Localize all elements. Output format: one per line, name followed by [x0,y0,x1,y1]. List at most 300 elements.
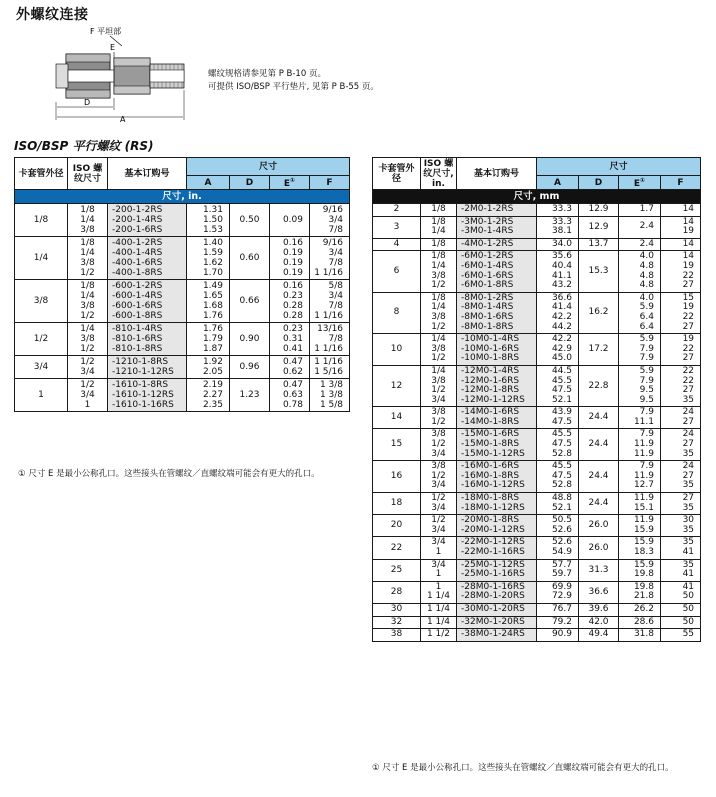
cell-line: 1 1/16 [314,268,344,278]
cell-codes [108,204,187,237]
cell-line: -32M0-1-20RS [461,616,525,627]
cell-e [270,356,310,379]
cell-line: 1.87 [202,344,223,354]
cell-line: -600-1-8RS [112,311,163,321]
cell-threads [421,559,457,581]
cell-line: 0.09 [282,215,303,225]
table-row [15,379,350,412]
cell-line: 9/16 [322,205,344,215]
cell-line: 14 [682,216,695,227]
page-title: 外螺纹连接 [16,7,89,23]
cell-threads [421,616,457,629]
cell-f [661,238,701,251]
cell-line: 24 [682,429,695,440]
cell-e [619,407,661,429]
cell-line: -2M0-1-2RS [461,204,514,214]
cell-f [661,537,701,559]
cell-codes [457,603,537,616]
cell-line: -1610-1-12RS [112,390,174,400]
cell-threads [68,379,108,412]
cell-d: 0.90 [230,323,270,356]
cell-line: 52.8 [551,448,572,459]
cell-line: 1 1/16 [314,357,344,367]
cell-line: 3/4 [431,502,446,513]
cell-line: 1.76 [202,324,223,334]
cell-e [619,616,661,629]
header-f: F [661,176,701,190]
cell-line: 1/4 [431,226,446,237]
cell-od: 12 [373,365,421,406]
cell-line: -8M0-1-6RS [461,311,514,322]
header-e [270,176,310,190]
cell-e [270,237,310,280]
cell-a [537,559,579,581]
header-d: D [579,176,619,190]
cell-line: -14M0-1-8RS [461,416,520,427]
cell-line: 1 5/16 [314,367,344,377]
cell-line: 1 [435,581,442,592]
cell-line: -12M0-1-12RS [461,394,525,405]
cell-f [310,237,350,280]
cell-line: 0.28 [282,311,303,321]
cell-line: 11.9 [633,493,654,504]
cell-line: 35 [682,502,695,513]
cell-line: 5.9 [639,365,654,376]
cell-line: 13/16 [317,324,344,334]
cell-line: 34.0 [551,238,572,249]
cell-line: 27 [682,470,695,481]
cell-line: 57.7 [551,559,572,570]
cell-od: 10 [373,334,421,366]
cell-line: 1 1/4 [426,616,451,627]
notes [208,68,379,94]
cell-line: 0.16 [282,238,303,248]
cell-line: -25M0-1-16RS [461,569,525,580]
cell-threads [421,537,457,559]
cell-line: 35 [682,559,695,570]
label-d: D [84,98,91,107]
cell-a [537,204,579,217]
cell-codes [457,251,537,292]
cell-e [619,216,661,238]
cell-line: 1/2 [80,268,95,278]
cell-line: 2.4 [639,221,654,232]
table-row [373,603,701,616]
cell-line: 50.5 [551,515,572,526]
cell-od: 4 [373,238,421,251]
cell-line: 47.5 [551,439,572,450]
cell-line: -18M0-1-8RS [461,493,520,504]
cell-line: 1/4 [431,334,446,345]
cell-line: 3/4 [431,480,446,491]
table-row [373,581,701,603]
cell-line: -8M0-1-2RS [461,292,514,303]
header-e-mark: ① [290,177,296,184]
cell-line: -16M0-1-12RS [461,480,525,491]
cell-e [619,238,661,251]
cell-threads [421,515,457,537]
cell-line: 12.7 [633,480,654,491]
cell-a [537,616,579,629]
cell-line: 14 [682,238,695,249]
cell-od: 38 [373,629,421,642]
cell-line: 1.92 [202,357,223,367]
cell-line: 1.7 [639,204,654,214]
cell-line: 7.9 [639,461,654,472]
cell-codes [457,292,537,333]
cell-codes [108,280,187,323]
cell-line: 76.7 [551,603,572,614]
cell-e [270,323,310,356]
section-title: ISO/BSP 平行螺纹 (RS) [14,139,154,153]
cell-line: 1.59 [202,248,223,258]
cell-d: 0.96 [230,356,270,379]
cell-line: 3/8 [431,343,446,354]
cell-line: 47.5 [551,470,572,481]
cell-line: 3/8 [431,429,446,440]
cell-line: 7/8 [328,258,344,268]
table-row [373,251,701,292]
cell-line: 41 [682,581,695,592]
cell-line: 11.9 [633,448,654,459]
cell-line: -20M0-1-8RS [461,515,520,526]
cell-line: -6M0-1-4RS [461,260,514,271]
cell-line: 72.9 [551,591,572,602]
footnote: ① 尺寸 E 是最小公称孔口。这些接头在管螺纹／直螺纹端可能会有更大的孔口。 [372,763,674,773]
table-row [373,365,701,406]
note-line: 螺纹规格请参见第 P B-10 页。 [208,69,326,79]
cell-d: 16.2 [579,292,619,333]
cell-a [537,429,579,461]
cell-a [537,334,579,366]
cell-line: -8M0-1-8RS [461,321,514,332]
cell-line: 33.3 [551,204,572,214]
cell-e [619,365,661,406]
cell-line: 1.79 [202,334,223,344]
fitting-drawing [52,24,200,122]
header-tube-od: 卡套管外径 [373,158,421,190]
cell-d: 12.9 [579,216,619,238]
cell-line: 2.35 [202,400,223,410]
cell-line: 3/8 [431,407,446,418]
table-row [373,238,701,251]
cell-line: 35 [682,394,695,405]
cell-a [187,356,230,379]
label-f: F 平坦部 [90,27,122,36]
cell-line: 7/8 [328,301,344,311]
cell-line: 19.8 [633,569,654,580]
cell-f [661,559,701,581]
cell-codes [457,537,537,559]
cell-line: 1 1/16 [314,344,344,354]
cell-line: 35 [682,480,695,491]
cell-threads [421,365,457,406]
cell-line: 2.05 [202,367,223,377]
cell-od: 14 [373,407,421,429]
header-e [619,176,661,190]
cell-od: 8 [373,292,421,333]
cell-line: 36.6 [551,292,572,303]
cell-threads [421,292,457,333]
cell-f [661,616,701,629]
cell-line: 1/4 [80,215,95,225]
cell-line: 35 [682,537,695,548]
cell-line: 27 [682,353,695,364]
cell-line: 47.5 [551,416,572,427]
cell-line: 41 [682,547,695,557]
table-row [373,204,701,217]
header-e-mark: ① [640,177,646,184]
cell-line: -600-1-4RS [112,291,163,301]
cell-line: 3/4 [431,394,446,405]
table-row [373,559,701,581]
cell-d: 0.50 [230,204,270,237]
cell-line: 0.19 [282,258,303,268]
cell-f [661,292,701,333]
cell-od: 1 [15,379,68,412]
cell-a [537,629,579,642]
cell-line: 22 [682,365,695,376]
cell-line: -10M0-1-8RS [461,353,520,364]
cell-line: 1/2 [80,344,95,354]
cell-od: 1/4 [15,237,68,280]
cell-line: 4.8 [639,260,654,271]
cell-line: -25M0-1-12RS [461,559,525,570]
cell-d: 26.0 [579,537,619,559]
cell-line: 35 [682,524,695,535]
table-row [373,216,701,238]
cell-line: -1610-1-16RS [112,400,174,410]
cell-line: 15.9 [633,524,654,535]
cell-d: 22.8 [579,365,619,406]
header-dims: 尺寸 [537,158,701,176]
cell-line: 1/8 [80,238,95,248]
cell-line: 41 [682,569,695,580]
cell-line: 11.9 [633,439,654,450]
cell-line: 6.4 [639,321,654,332]
cell-line: -30M0-1-20RS [461,603,525,614]
cell-f [661,429,701,461]
cell-codes [457,407,537,429]
cell-line: 7/8 [328,225,344,235]
cell-f [310,280,350,323]
cell-e [619,515,661,537]
cell-line: -28M0-1-16RS [461,581,525,592]
cell-od: 30 [373,603,421,616]
cell-line: 1.49 [202,281,223,291]
cell-codes [457,429,537,461]
cell-d: 42.0 [579,616,619,629]
cell-line: 1/2 [80,357,95,367]
cell-line: 90.9 [551,629,572,640]
cell-codes [457,216,537,238]
cell-line: -22M0-1-12RS [461,537,525,548]
cell-threads [421,461,457,493]
cell-f [310,379,350,412]
cell-line: 11.1 [633,416,654,427]
cell-line: -15M0-1-8RS [461,439,520,450]
cell-a [537,407,579,429]
cell-od: 15 [373,429,421,461]
cell-line: -600-1-2RS [112,281,163,291]
cell-a [537,493,579,515]
cell-a [187,204,230,237]
table-row [373,493,701,515]
cell-od: 1/2 [15,323,68,356]
cell-line: 54.9 [551,547,572,557]
cell-line: 3/4 [431,524,446,535]
cell-threads [421,493,457,515]
cell-a [537,581,579,603]
cell-line: 27 [682,439,695,450]
cell-line: 52.1 [551,502,572,513]
cell-line: 1/4 [80,324,95,334]
cell-line: 3/4 [328,215,344,225]
cell-line: 52.1 [551,394,572,405]
cell-line: 35 [682,448,695,459]
table-row [373,429,701,461]
cell-line: 1/4 [431,302,446,313]
cell-line: 3/4 [431,559,446,570]
header-ordering-no: 基本订购号 [457,158,537,190]
cell-line: -4M0-1-2RS [461,238,514,249]
cell-line: 27 [682,321,695,332]
cell-line: 15.9 [633,559,654,570]
cell-line: 1/2 [80,380,95,390]
cell-line: 19 [682,302,695,313]
cell-line: 1/2 [431,439,446,450]
cell-line: 1/8 [431,251,446,262]
cell-d: 26.0 [579,515,619,537]
cell-line: 26.2 [633,603,654,614]
cell-line: 3/4 [431,537,446,548]
cell-codes [457,616,537,629]
cell-d: 24.4 [579,407,619,429]
cell-line: 21.8 [633,591,654,602]
cell-line: 1.68 [202,301,223,311]
cell-line: -12M0-1-6RS [461,375,520,386]
cell-line: 1.31 [202,205,223,215]
unit-row: 尺寸, in. [15,190,350,204]
cell-codes [108,379,187,412]
cell-line: 52.6 [551,524,572,535]
cell-line: 22 [682,375,695,386]
cell-line: 5/8 [328,281,344,291]
cell-line: 3/8 [80,225,95,235]
cell-f [310,323,350,356]
cell-line: 7.9 [639,343,654,354]
cell-line: 50 [682,616,695,627]
cell-line: 1 5/8 [319,400,344,410]
cell-threads [68,356,108,379]
cell-threads [421,629,457,642]
table-row [373,515,701,537]
cell-line: 3/4 [431,448,446,459]
cell-od: 2 [373,204,421,217]
cell-line: 52.6 [551,537,572,548]
table-row [373,629,701,642]
cell-line: 1/2 [431,321,446,332]
cell-d: 15.3 [579,251,619,292]
cell-line: 48.8 [551,493,572,504]
cell-line: 1/2 [80,311,95,321]
cell-line: -200-1-4RS [112,215,163,225]
cell-line: 28.6 [633,616,654,627]
cell-line: 0.19 [282,248,303,258]
cell-codes [108,237,187,280]
cell-line: 0.62 [282,367,303,377]
cell-line: 7/8 [328,334,344,344]
cell-line: 69.9 [551,581,572,592]
cell-od: 22 [373,537,421,559]
header-dims: 尺寸 [187,158,350,176]
cell-line: 45.5 [551,461,572,472]
cell-line: -20M0-1-12RS [461,524,525,535]
cell-e [619,461,661,493]
mm-table-body [373,204,701,642]
cell-codes [457,238,537,251]
cell-line: 4.8 [639,280,654,291]
cell-line: -10M0-1-6RS [461,343,520,354]
cell-line: 42.9 [551,343,572,354]
cell-a [187,379,230,412]
cell-line: 1.40 [202,238,223,248]
header-a: A [187,176,230,190]
cell-line: 1/8 [431,216,446,227]
table-row [373,334,701,366]
cell-line: 1 [435,547,442,557]
cell-line: 0.63 [282,390,303,400]
cell-line: 41.4 [551,302,572,313]
cell-line: 27 [682,280,695,291]
label-e: E [110,43,116,52]
cell-d: 13.7 [579,238,619,251]
inch-table-body [15,204,350,412]
cell-line: 3/4 [328,248,344,258]
cell-line: 1.70 [202,268,223,278]
cell-a [537,603,579,616]
cell-a [537,216,579,238]
cell-line: 9.5 [639,394,654,405]
cell-f [661,603,701,616]
cell-line: -400-1-8RS [112,268,163,278]
cell-line: 4.0 [639,292,654,303]
cell-e [270,379,310,412]
cell-line: -1610-1-8RS [112,380,169,390]
cell-line: -12M0-1-4RS [461,365,520,376]
header-tube-od: 卡套管外径 [15,158,68,190]
cell-d: 24.4 [579,493,619,515]
cell-e [270,204,310,237]
cell-line: -18M0-1-12RS [461,502,525,513]
cell-line: 7.9 [639,429,654,440]
cell-line: 0.23 [282,291,303,301]
cell-line: -28M0-1-20RS [461,591,525,602]
cell-od: 28 [373,581,421,603]
cell-line: 3/8 [80,334,95,344]
cell-line: 24 [682,407,695,418]
cell-line: 45.5 [551,375,572,386]
cell-od: 3 [373,216,421,238]
cell-e [619,251,661,292]
cell-threads [421,429,457,461]
cell-e [619,292,661,333]
cell-line: 19 [682,260,695,271]
cell-e [619,629,661,642]
cell-line: 0.19 [282,268,303,278]
cell-a [537,365,579,406]
cell-threads [421,204,457,217]
